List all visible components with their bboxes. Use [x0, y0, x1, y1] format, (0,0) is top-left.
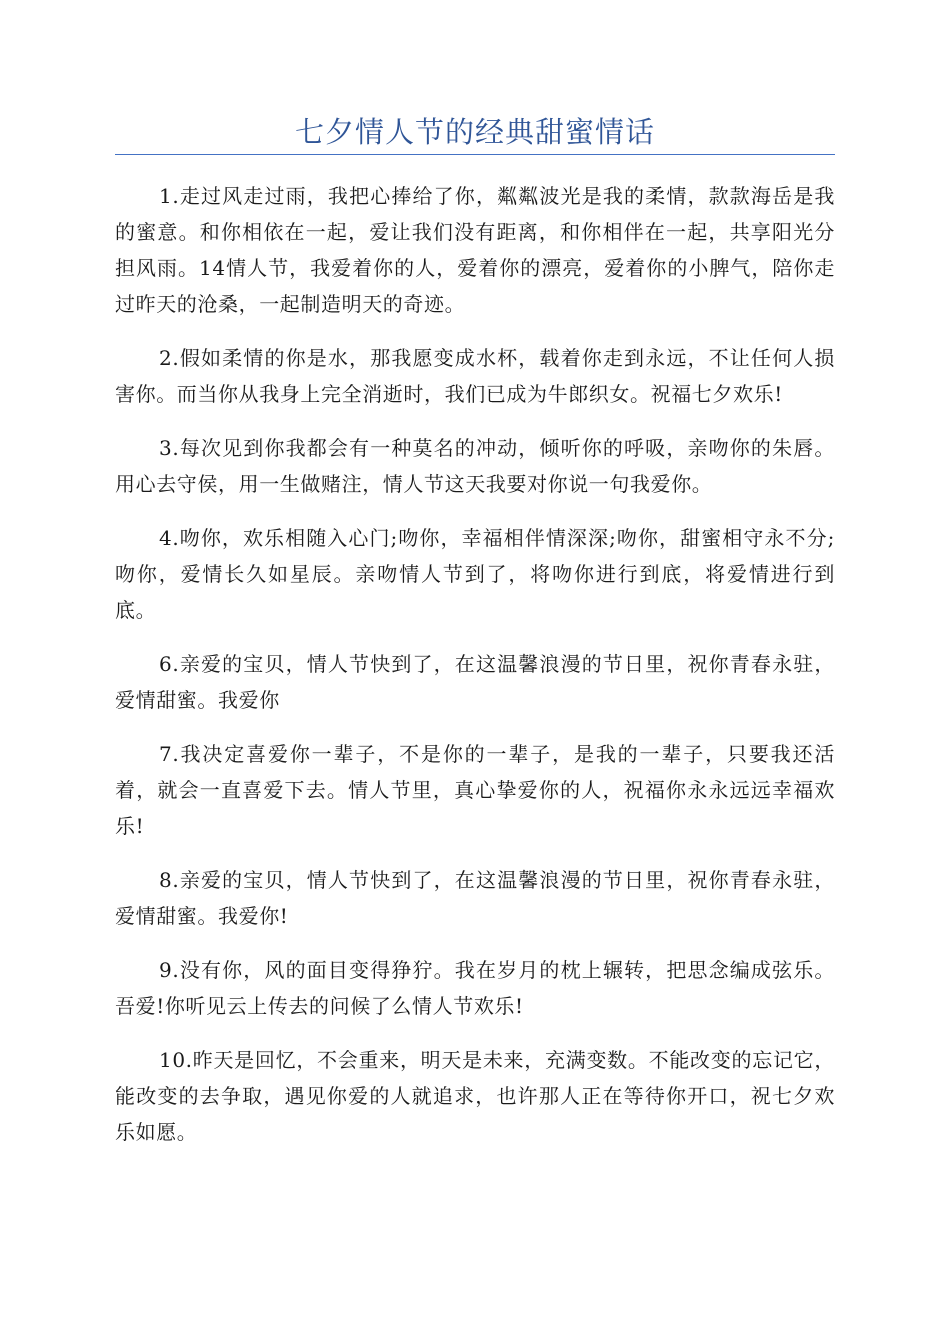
- paragraph-2: 2.假如柔情的你是水，那我愿变成水杯，载着你走到永远，不让任何人损害你。而当你从我身上完全消逝时，我们已成为牛郎织女。祝福七夕欢乐!: [115, 346, 835, 406]
- paragraph-6: 6.亲爱的宝贝，情人节快到了，在这温馨浪漫的节日里，祝你青春永驻，爱情甜蜜。我爱你: [115, 652, 835, 712]
- paragraph-9: 9.没有你，风的面目变得狰狞。我在岁月的枕上辗转，把思念编成弦乐。吾爱!你听见云上传去的问候了么情人节欢乐!: [115, 958, 835, 1018]
- paragraph-8: 8.亲爱的宝贝，情人节快到了，在这温馨浪漫的节日里，祝你青春永驻，爱情甜蜜。我爱你!: [115, 868, 835, 928]
- paragraph-3: 3.每次见到你我都会有一种莫名的冲动，倾听你的呼吸，亲吻你的朱唇。用心去守侯，用一生做赌注，情人节这天我要对你说一句我爱你。: [115, 436, 835, 496]
- document-body: [115, 178, 835, 1168]
- paragraph-4: 4.吻你，欢乐相随入心门;吻你，幸福相伴情深深;吻你，甜蜜相守永不分;吻你，爱情长久如星辰。亲吻情人节到了，将吻你进行到底，将爱情进行到底。: [115, 526, 835, 622]
- paragraph-10: 10.昨天是回忆，不会重来，明天是未来，充满变数。不能改变的忘记它，能改变的去争取，遇见你爱的人就追求，也许那人正在等待你开口，祝七夕欢乐如愿。: [115, 1048, 835, 1144]
- title-underline: [115, 154, 835, 155]
- paragraph-7: 7.我决定喜爱你一辈子，不是你的一辈子，是我的一辈子，只要我还活着，就会一直喜爱下去。情人节里，真心挚爱你的人，祝福你永永远远幸福欢乐!: [115, 742, 835, 838]
- document-title: 七夕情人节的经典甜蜜情话: [294, 115, 655, 149]
- paragraph-1: 1.走过风走过雨，我把心捧给了你，粼粼波光是我的柔情，款款海岳是我的蜜意。和你相依在一起，爱让我们没有距离，和你相伴在一起，共享阳光分担风雨。14情人节，我爱着你的人，爱着你的漂亮，爱着你的小脾气，陪你走过昨天的沧桑，一起制造明天的奇迹。: [115, 184, 835, 316]
